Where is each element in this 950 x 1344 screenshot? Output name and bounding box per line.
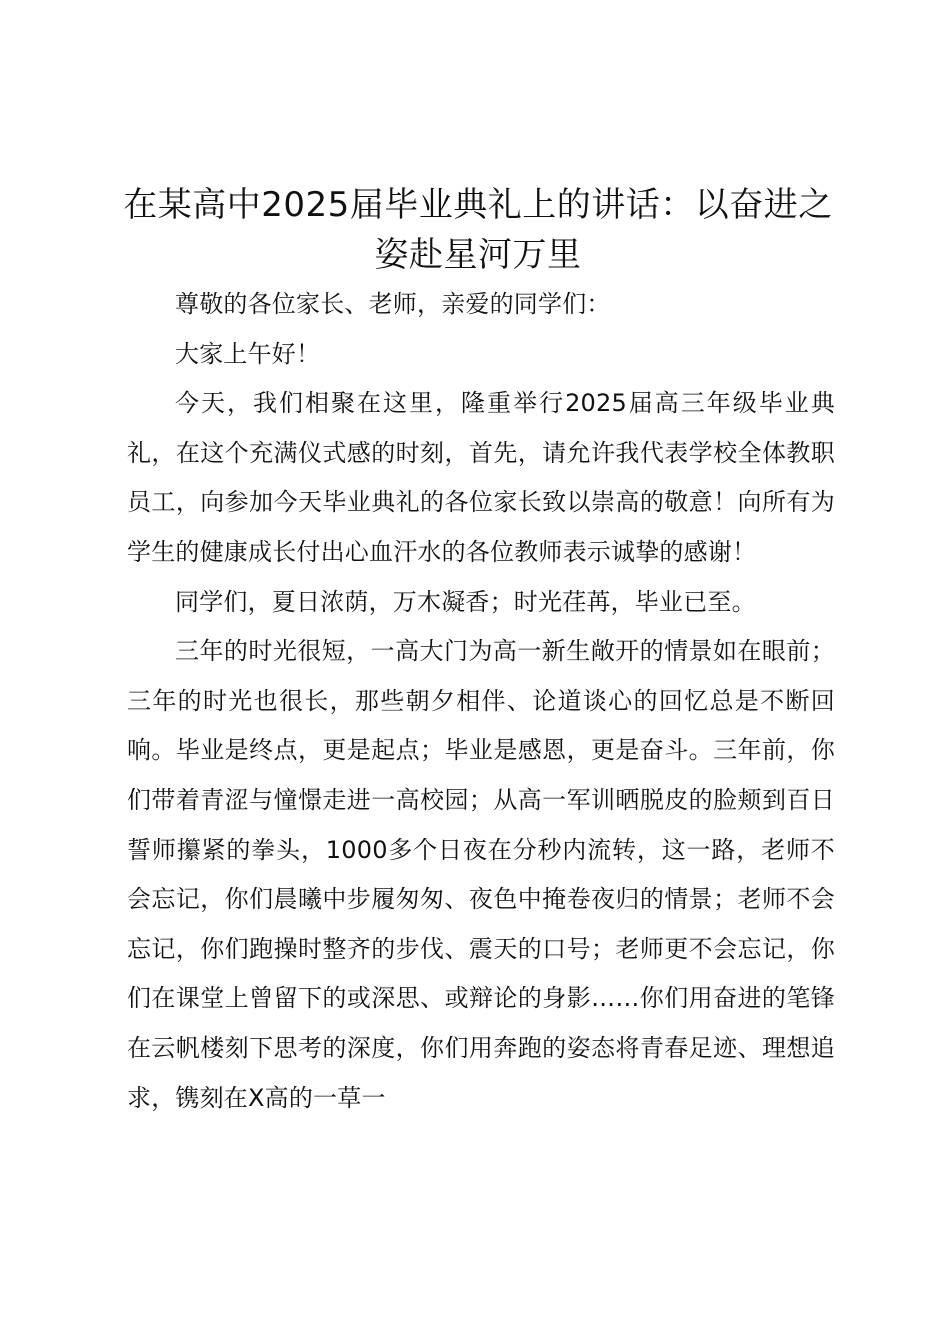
- paragraph-greeting: 大家上午好！: [175, 339, 321, 368]
- paragraph-memories: 三年的时光很短，一高大门为高一新生敞开的情景如在眼前；三年的时光也很长，那些朝夕相伴、论道谈心的回忆总是不断回响。毕业是终点，更是起点；毕业是感恩，更是奋斗。三年前，你们带着青涩与憧憬走进一高校园；从高一军训晒脱皮的脸颊到百日誓师攥紧的拳头，1000多个日夜在分秒内流转，这一路，老师不会忘记，你们晨曦中步履匆匆、夜色中掩卷夜归的情景；老师不会忘记，你们跑操时整齐的步伐、震天的口号；老师更不会忘记，你们在课堂上曾留下的或深思、或辩论的身影……你们用奋进的笔锋在云帆楼刻下思考的深度，你们用奔跑的姿态将青春足迹、理想追求，镌刻在X高的一草一: [127, 637, 835, 1112]
- paragraph-opening: 今天，我们相聚在这里，隆重举行2025届高三年级毕业典礼，在这个充满仪式感的时刻，首先，请允许我代表学校全体教职员工，向参加今天毕业典礼的各位家长致以崇高的敬意！向所有为学生的健康成长付出心血汗水的各位教师表示诚挚的感谢！: [127, 389, 835, 566]
- document-body: [127, 280, 835, 1123]
- document-title: 在某高中2025届毕业典礼上的讲话：以奋进之姿赴星河万里: [123, 185, 833, 275]
- paragraph-salutation: 尊敬的各位家长、老师，亲爱的同学们：: [175, 290, 611, 318]
- paragraph-season: 同学们，夏日浓荫，万木凝香；时光荏苒，毕业已至。: [175, 587, 756, 616]
